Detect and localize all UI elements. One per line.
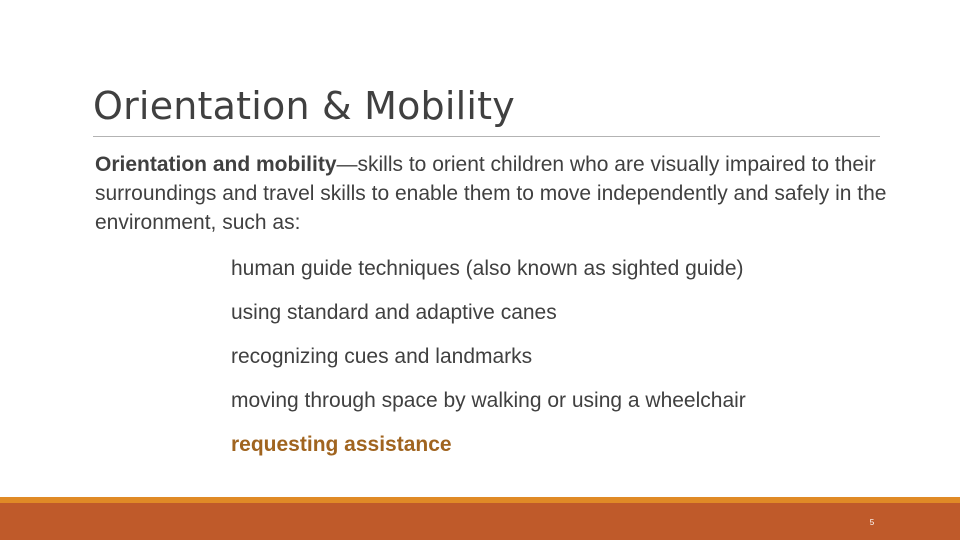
slide-title: Orientation & Mobility xyxy=(93,84,515,128)
footer-bar xyxy=(0,503,960,540)
slide-number: 5 xyxy=(869,518,875,527)
bullet-item-canes: using standard and adaptive canes xyxy=(231,301,557,324)
bullet-list xyxy=(231,254,746,474)
bullet-item-moving-through-space: moving through space by walking or using a wheelchair xyxy=(231,389,746,412)
bullet-item-human-guide: human guide techniques (also known as sighted guide) xyxy=(231,257,744,280)
intro-paragraph xyxy=(95,150,895,237)
bullet-item-requesting-assistance: requesting assistance xyxy=(231,433,452,456)
title-divider xyxy=(93,136,880,137)
bullet-item-cues-landmarks: recognizing cues and landmarks xyxy=(231,345,533,368)
intro-lead-term: Orientation and mobility xyxy=(95,153,337,176)
intro-text: —skills to orient children who are visually impaired to their surroundings and travel skills to enable them to move independently and safely in the environment, such as: xyxy=(95,153,887,234)
